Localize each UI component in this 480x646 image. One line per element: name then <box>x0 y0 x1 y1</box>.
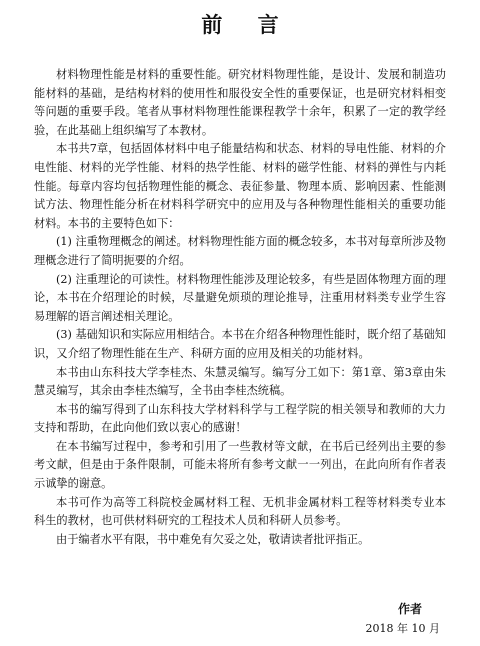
paragraph-1: 材料物理性能是材料的重要性能。研究材料物理性能，是设计、发展和制造功能材料的基础，是结构材料的使用性和服役安全性的重要保证，也是研究材料相变等问题的重要手段。笔者从事材料物理性能课程教学十余年，积累了一定的教学经验，在此基础上组织编写了本教材。 <box>34 68 446 137</box>
paragraph-2: 本书共7章，包括固体材料中电子能量结构和状态、材料的导电性能、材料的介电性能、材料的光学性能、材料的热学性能、材料的磁学性能、材料的弹性与内耗性能。每章内容均包括物理性能的概念、表征参量、物理本质、影响因素、性能测试方法、物理性能分析在材料科学研究中的应用及与各种物理性能相关的重要功能材料。本书的主要特色如下： <box>34 142 446 230</box>
paragraph-9: 本书可作为高等工科院校金属材料工程、无机非金属材料工程等材料类专业本科生的教材，也可供材料研究的工程技术人员和科研人员参考。 <box>34 495 446 528</box>
paragraph-6: 本书由山东科技大学李桂杰、朱慧灵编写。编写分工如下：第1章、第3章由朱慧灵编写，其余由李桂杰编写，全书由李桂杰统稿。 <box>34 365 446 398</box>
date-line: 2018 年 10 月 <box>365 622 440 635</box>
paragraph-7: 本书的编写得到了山东科技大学材料科学与工程学院的相关领导和教师的大力支持和帮助，在此向他们致以衷心的感谢！ <box>34 402 446 435</box>
page-title: 前 言 <box>201 13 293 37</box>
paragraph-4: (2) 注重理论的可读性。材料物理性能涉及理论较多，有些是固体物理方面的理论，本书在介绍理论的时候，尽量避免烦琐的理论推导，注重用材料类专业学生容易理解的语言阐述相关理论。 <box>34 272 446 323</box>
author-signature: 作者 <box>397 602 422 616</box>
paragraph-10: 由于编者水平有限，书中难免有欠妥之处，敬请读者批评指正。 <box>56 532 370 546</box>
preface-body <box>34 66 446 549</box>
paragraph-5: (3) 基础知识和实际应用相结合。本书在介绍各种物理性能时，既介绍了基础知识，又介绍了物理性能在生产、科研方面的应用及相关的功能材料。 <box>34 328 446 360</box>
paragraph-8: 在本书编写过程中，参考和引用了一些教材等文献，在书后已经列出主要的参考文献，但是由于条件限制，可能未将所有参考文献一一列出，在此向所有作者表示诚挚的谢意。 <box>34 439 446 491</box>
paragraph-3: (1) 注重物理概念的阐述。材料物理性能方面的概念较多，本书对每章所涉及物理概念进行了简明扼要的介绍。 <box>34 235 446 267</box>
